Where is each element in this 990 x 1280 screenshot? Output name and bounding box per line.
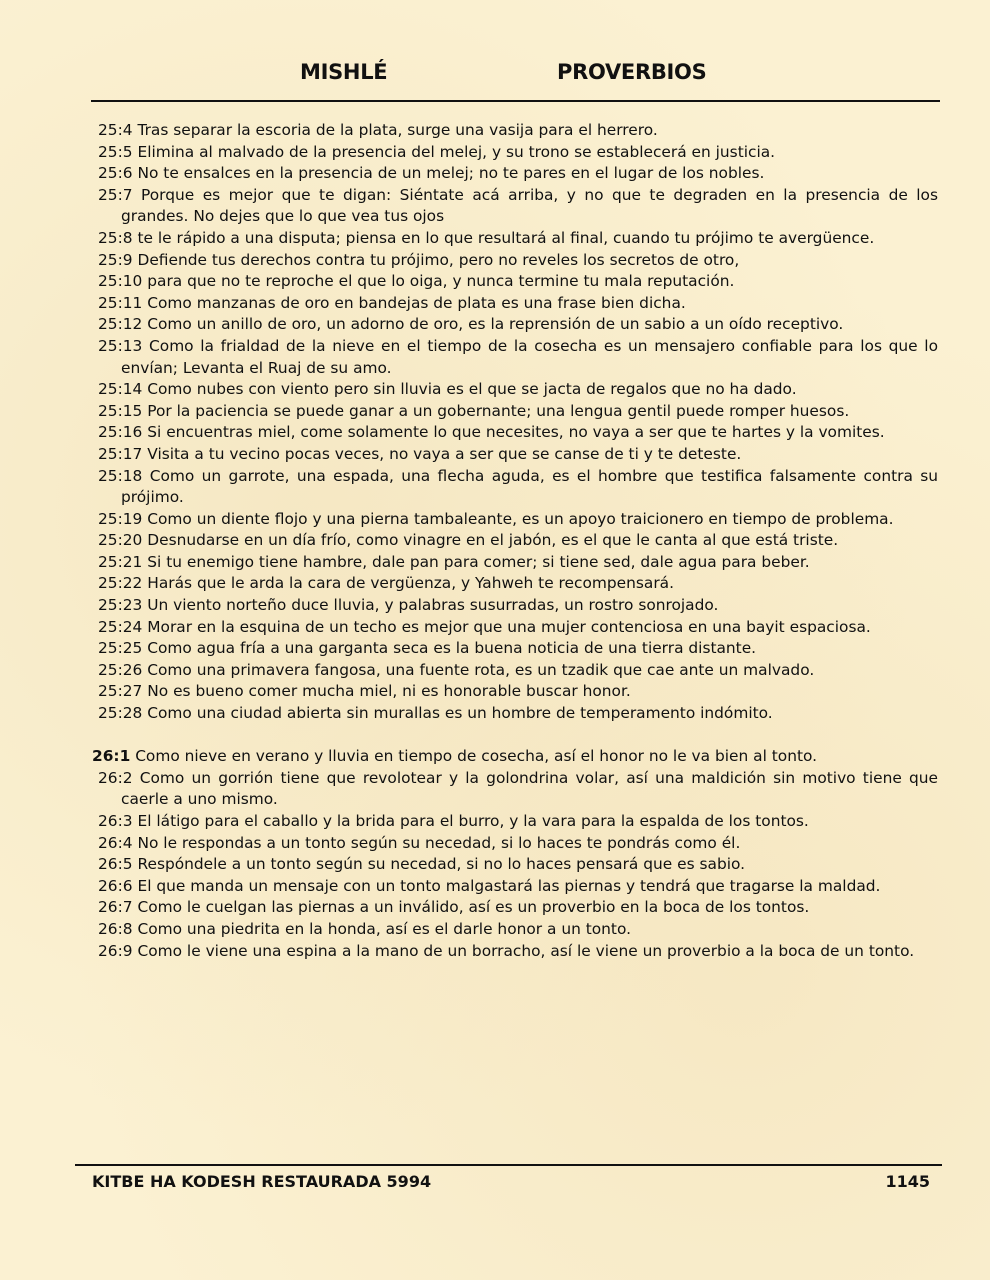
verse: [92, 314, 938, 336]
verse-text: Como una ciudad abierta sin murallas es un hombre de temperamento indómito.: [147, 704, 773, 723]
verse-reference: 25:11: [98, 293, 143, 312]
verse-text: Respóndele a un tonto según su necedad, si no lo haces pensará que es sabio.: [137, 855, 746, 874]
verse: [92, 833, 938, 855]
verse-text: Como un gorrión tiene que revolotear y la golondrina volar, así una maldición sin motivo tiene que caerle a uno mismo.: [121, 768, 938, 809]
verse-reference: 25:12: [98, 315, 143, 334]
verse: [92, 660, 938, 682]
verse-reference: 25:24: [98, 617, 143, 636]
verse-text: Como le cuelgan las piernas a un inválido, así es un proverbio en la boca de los tontos.: [137, 898, 810, 917]
verse-text: Como una primavera fangosa, una fuente rota, es un tzadik que cae ante un malvado.: [147, 660, 815, 679]
footer-rule: [75, 1164, 942, 1166]
verse-reference: 26:4: [98, 833, 133, 852]
verse-reference: 25:18: [98, 466, 143, 485]
verse: [92, 336, 938, 379]
verse-text: El que manda un mensaje con un tonto malgastará las piernas y tendrá que tragarse la maldad.: [137, 876, 881, 895]
chapter-gap: [92, 725, 938, 747]
verse: [92, 530, 938, 552]
verse-reference: 25:16: [98, 423, 143, 442]
verse: [92, 142, 938, 164]
verse-text: Porque es mejor que te digan: Siéntate acá arriba, y no que te degraden en la presencia de los grandes. No dejes que lo que vea tus ojos: [121, 185, 938, 226]
verse-reference: 25:19: [98, 509, 143, 528]
book-title-spanish: PROVERBIOS: [557, 60, 707, 84]
verse-text: Como una piedrita en la honda, así es el darle honor a un tonto.: [137, 919, 631, 938]
verse: [92, 250, 938, 272]
verse: [92, 552, 938, 574]
verse: [92, 811, 938, 833]
verse-reference: 25:22: [98, 574, 143, 593]
verse: [92, 185, 938, 228]
chapter-25: [92, 120, 938, 725]
verse-text: Como la frialdad de la nieve en el tiempo de la cosecha es un mensajero confiable para los que lo envían; Levanta el Ruaj de su amo.: [121, 336, 938, 377]
verse: [92, 466, 938, 509]
verse-text: No le respondas a un tonto según su necedad, si lo haces te pondrás como él.: [137, 833, 741, 852]
verse-text: Elimina al malvado de la presencia del melej, y su trono se establecerá en justicia.: [137, 142, 776, 161]
verse-reference: 26:1: [92, 747, 131, 766]
verse-reference: 25:5: [98, 142, 133, 161]
verse-text: Un viento norteño duce lluvia, y palabras susurradas, un rostro sonrojado.: [147, 596, 719, 615]
verse-reference: 26:8: [98, 919, 133, 938]
verse-text: Como un garrote, una espada, una flecha aguda, es el hombre que testifica falsamente contra su prójimo.: [121, 466, 938, 507]
verse-reference: 25:4: [98, 121, 133, 139]
verse: [92, 293, 938, 315]
verse-reference: 25:25: [98, 639, 143, 658]
verse-text: Como un diente flojo y una pierna tambaleante, es un apoyo traicionero en tiempo de problema.: [147, 509, 894, 528]
verse-text: No te ensalces en la presencia de un melej; no te pares en el lugar de los nobles.: [137, 164, 765, 183]
verse: [92, 854, 938, 876]
verse: [92, 897, 938, 919]
verse: [92, 595, 938, 617]
footer-title: KITBE HA KODESH RESTAURADA 5994: [92, 1172, 432, 1191]
verse-text: No es bueno comer mucha miel, ni es honorable buscar honor.: [147, 682, 631, 701]
verse: [92, 768, 938, 811]
verse: [92, 444, 938, 466]
verse-text: El látigo para el caballo y la brida para el burro, y la vara para la espalda de los tontos.: [137, 812, 809, 830]
verse-reference: 25:13: [98, 336, 143, 355]
verse: [92, 163, 938, 185]
verse-text: Tras separar la escoria de la plata, surge una vasija para el herrero.: [137, 121, 658, 139]
verse: [92, 876, 938, 898]
verse-text: Por la paciencia se puede ganar a un gobernante; una lengua gentil puede romper huesos.: [147, 401, 850, 420]
verse: [92, 941, 938, 963]
verse: [92, 120, 938, 142]
verse-text: Defiende tus derechos contra tu prójimo, pero no reveles los secretos de otro,: [137, 250, 740, 269]
verse: [92, 617, 938, 639]
verse-text: Como agua fría a una garganta seca es la buena noticia de una tierra distante.: [147, 639, 757, 658]
verse: [92, 401, 938, 423]
verse-reference: 25:28: [98, 704, 143, 723]
header-rule: [91, 100, 940, 102]
verse: [92, 919, 938, 941]
verse-text: Como nieve en verano y lluvia en tiempo de cosecha, así el honor no le va bien al tonto.: [135, 747, 818, 766]
verse-reference: 25:6: [98, 164, 133, 183]
page-footer: [0, 1172, 990, 1196]
verse: [92, 271, 938, 293]
verse-reference: 25:9: [98, 250, 133, 269]
verse-text: te le rápido a una disputa; piensa en lo que resultará al final, cuando tu prójimo te avergüence.: [137, 228, 875, 247]
verse-reference: 25:7: [98, 185, 133, 204]
verse-text: Morar en la esquina de un techo es mejor que una mujer contenciosa en una bayit espaciosa.: [147, 617, 871, 636]
verse: [92, 509, 938, 531]
verse-reference: 26:5: [98, 855, 133, 874]
verse-text: Si tu enemigo tiene hambre, dale pan para comer; si tiene sed, dale agua para beber.: [147, 552, 810, 571]
verse-text: Como manzanas de oro en bandejas de plata es una frase bien dicha.: [147, 293, 686, 312]
verse-text: Como nubes con viento pero sin lluvia es el que se jacta de regalos que no ha dado.: [147, 380, 797, 399]
chapter-26: [92, 746, 938, 962]
verse-reference: 25:15: [98, 401, 143, 420]
verse: [92, 638, 938, 660]
verse: [92, 681, 938, 703]
verse-reference: 26:3: [98, 812, 133, 830]
verse: [92, 228, 938, 250]
verse: [92, 703, 938, 725]
verse: [92, 746, 938, 768]
verse-text: Desnudarse en un día frío, como vinagre en el jabón, es el que le canta al que está triste.: [147, 531, 839, 550]
verse-reference: 25:26: [98, 660, 143, 679]
verse-reference: 25:8: [98, 228, 133, 247]
verse: [92, 573, 938, 595]
verse-text: Como le viene una espina a la mano de un borracho, así le viene un proverbio a la boca de un tonto.: [137, 941, 915, 960]
verse-reference: 25:10: [98, 272, 143, 291]
verse-reference: 25:17: [98, 444, 143, 463]
verse-text: Visita a tu vecino pocas veces, no vaya a ser que se canse de ti y te deteste.: [147, 444, 742, 463]
verse: [92, 422, 938, 444]
verse-reference: 25:27: [98, 682, 143, 701]
page-number: 1145: [885, 1172, 930, 1191]
verse-reference: 25:21: [98, 552, 143, 571]
verse-text: para que no te reproche el que lo oiga, y nunca termine tu mala reputación.: [147, 272, 735, 291]
page-header: [0, 60, 990, 90]
verse-text: Como un anillo de oro, un adorno de oro, es la reprensión de un sabio a un oído receptivo.: [147, 315, 844, 334]
verse-reference: 25:20: [98, 531, 143, 550]
verse-reference: 25:14: [98, 380, 143, 399]
verse-reference: 26:6: [98, 876, 133, 895]
verse-reference: 26:9: [98, 941, 133, 960]
verse-text: Harás que le arda la cara de vergüenza, y Yahweh te recompensará.: [147, 574, 674, 593]
book-title-hebrew: MISHLÉ: [300, 60, 388, 84]
verse-reference: 25:23: [98, 596, 143, 615]
verse: [92, 379, 938, 401]
verse-content: [92, 120, 938, 962]
verse-text: Si encuentras miel, come solamente lo que necesites, no vaya a ser que te hartes y la vomites.: [147, 423, 885, 442]
verse-reference: 26:7: [98, 898, 133, 917]
verse-reference: 26:2: [98, 768, 133, 787]
